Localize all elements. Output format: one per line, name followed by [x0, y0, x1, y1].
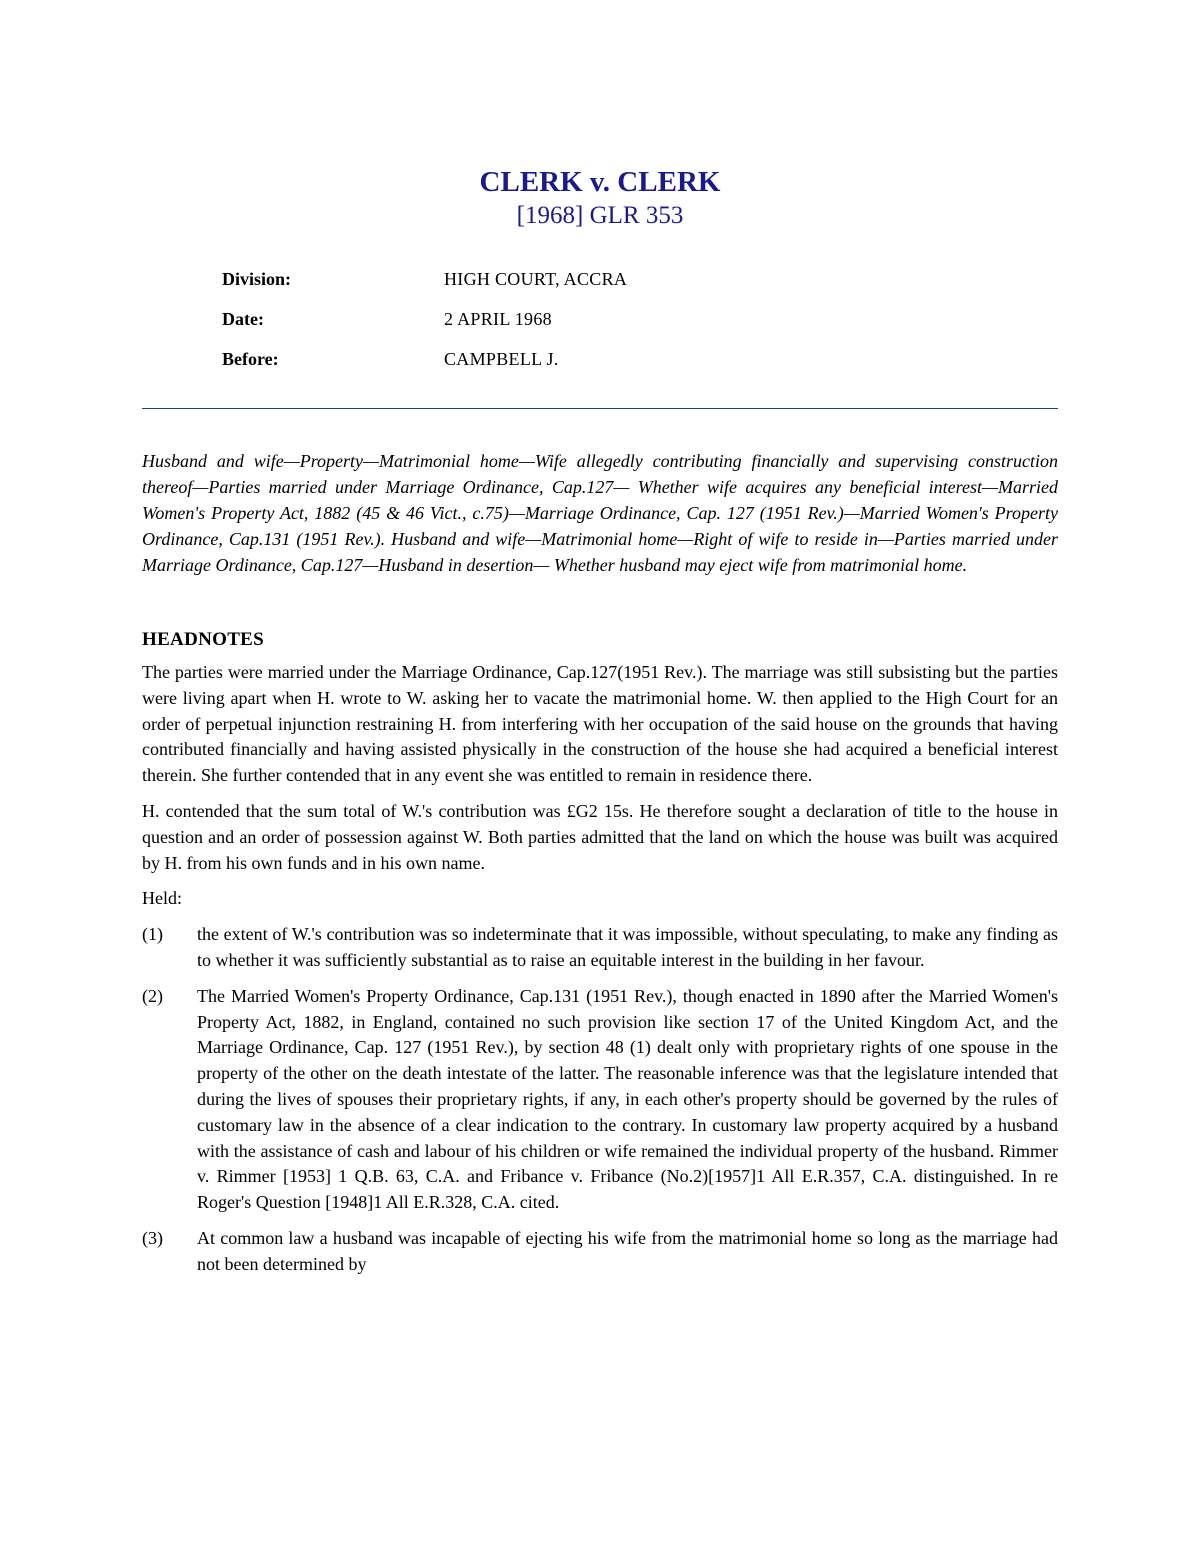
before-label: Before: [222, 348, 279, 369]
case-metadata [222, 259, 922, 379]
held-label: Held: [142, 888, 182, 909]
date-label: Date: [222, 308, 264, 329]
case-citation: [1968] GLR 353 [516, 202, 684, 229]
held-number: (3) [142, 1227, 163, 1248]
held-text: At common law a husband was incapable of ejecting his wife from the matrimonial home so long as the marriage had not been determined by [197, 1227, 1058, 1274]
horizontal-divider [142, 408, 1058, 409]
headnote-paragraph: H. contended that the sum total of W.'s contribution was £G2 15s. He therefore sought a declaration of title to the house in question and an order of possession against W. Both parties admitted that the land on which the house was built was acquired by H. from his own funds and in his own name. [142, 800, 1058, 873]
held-number: (1) [142, 924, 163, 945]
held-item [142, 984, 1058, 1216]
date-value: 2 APRIL 1968 [444, 308, 552, 329]
held-item [142, 922, 1058, 974]
division-value: HIGH COURT, ACCRA [444, 268, 628, 289]
held-number: (2) [142, 985, 163, 1006]
catchwords: Husband and wife—Property—Matrimonial home—Wife allegedly contributing financially and supervising construction thereof—Parties married under Marriage Ordinance, Cap.127— Whether wife acquires any beneficial interest—Married Women's Property Act, 1882 (45 & 46 Vict., c.75)—Marriage Ordinance, Cap. 127 (1951 Rev.)—Married Women's Property Ordinance, Cap.131 (1951 Rev.). Husband and wife—Matrimonial home—Right of wife to reside in—Parties married under Marriage Ordinance, Cap.127—Husband in desertion— Whether husband may eject wife from matrimonial home. [142, 451, 1058, 575]
before-row [222, 339, 922, 379]
document-page [142, 0, 1058, 1553]
division-row [222, 259, 922, 299]
held-text: the extent of W.'s contribution was so indeterminate that it was impossible, without speculating, to make any finding as to whether it was sufficiently substantial as to raise an equitable interest in the building in her favour. [197, 924, 1058, 970]
case-title: CLERK v. CLERK [479, 166, 721, 198]
headnote-paragraph: The parties were married under the Marriage Ordinance, Cap.127(1951 Rev.). The marriage was still subsisting but the parties were living apart when H. wrote to W. asking her to vacate the matrimonial home. W. then applied to the High Court for an order of perpetual injunction restraining H. from interfering with her occupation of the said house on the grounds that having contributed financially and having assisted physically in the construction of the house she had acquired a beneficial interest therein. She further contended that in any event she was entitled to remain in residence there. [142, 662, 1058, 786]
division-label: Division: [222, 268, 292, 289]
headnotes-body [142, 660, 1058, 1288]
date-row [222, 299, 922, 339]
before-value: CAMPBELL J. [444, 348, 559, 369]
headnotes-heading: HEADNOTES [142, 629, 265, 650]
held-item [142, 1226, 1058, 1278]
held-text: The Married Women's Property Ordinance, Cap.131 (1951 Rev.), though enacted in 1890 after the Married Women's Property Act, 1882, in England, contained no such provision like section 17 of the United Kingdom Act, and the Marriage Ordinance, Cap. 127 (1951 Rev.), by section 48 (1) dealt only with proprietary rights of one spouse in the property of the other on the death intestate of the latter. The reasonable inference was that the legislature intended that during the lives of spouses their proprietary rights, if any, in each other's property should be governed by the rules of customary law in the absence of a clear indication to the contrary. In customary law property acquired by a husband with the assistance of cash and labour of his children or wife remained the individual property of the husband. Rimmer v. Rimmer [1953] 1 Q.B. 63, C.A. and Fribance v. Fribance (No.2)[1957]1 All E.R.357, C.A. distinguished. In re Roger's Question [1948]1 All E.R.328, C.A. cited. [197, 985, 1058, 1213]
